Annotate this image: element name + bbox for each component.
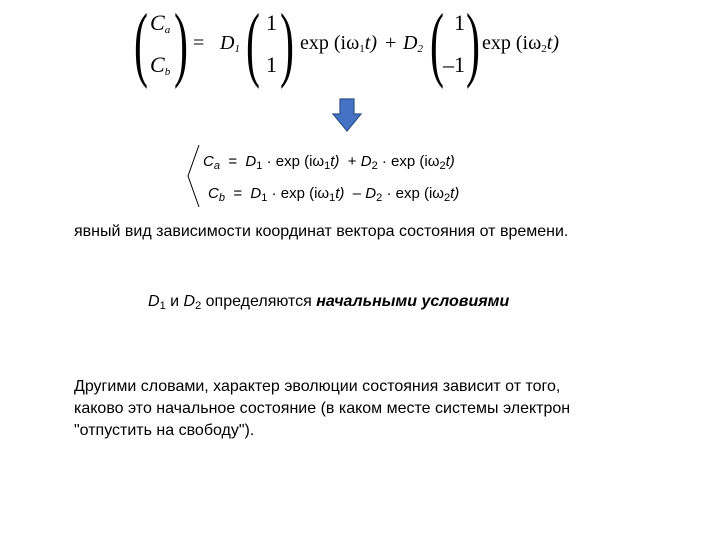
coef-d1: $D_1$ xyxy=(220,32,240,55)
matrix-plus: + xyxy=(385,32,397,54)
system-brace-icon xyxy=(186,144,200,208)
matrix-equals: = xyxy=(193,32,205,54)
lhs-bottom-entry: $C_b$ xyxy=(150,52,171,78)
paragraph-line-2: каково это начальное состояние (в каком месте системы электрон xyxy=(74,400,571,417)
lhs-top-entry: $C_a$ xyxy=(150,10,171,36)
vec2-bottom-entry: –1 xyxy=(443,52,465,77)
paragraph-line-3: "отпустить на свободу"). xyxy=(74,422,255,439)
explicit-form-text: явный вид зависимости координат вектора состояния от времени. xyxy=(74,223,569,240)
system-line-2: $C_b = D_1 \cdot \exp (i\omega_1t) - D_2 \cdot \exp (i\omega_2t)$ xyxy=(208,185,460,204)
down-arrow-icon xyxy=(332,98,362,132)
initial-conditions-emphasis: начальными условиями xyxy=(316,293,510,310)
vec1-right-bracket: ) xyxy=(280,0,294,90)
explanation-paragraph xyxy=(74,376,570,442)
exp2-term: $\exp (i\omega_2t)$ xyxy=(482,32,559,55)
lhs-left-bracket: ( xyxy=(134,0,148,90)
vec1-bottom-entry: 1 xyxy=(266,52,277,77)
vec1-left-bracket: ( xyxy=(246,0,260,90)
paragraph-line-1: Другими словами, характер эволюции состояния зависит от того, xyxy=(74,378,561,395)
system-line-1: $C_a = D_1 \cdot \exp (i\omega_1t) + D_2 \cdot \exp (i\omega_2t)$ xyxy=(203,153,455,172)
exp1-term: $\exp (i\omega_1t)$ xyxy=(300,32,377,55)
lhs-right-bracket: ) xyxy=(174,0,188,90)
vec1-top-entry: 1 xyxy=(266,10,277,35)
vec2-left-bracket: ( xyxy=(430,0,444,90)
vec2-right-bracket: ) xyxy=(466,0,480,90)
coef-d2: $D_2$ xyxy=(403,32,423,55)
vec2-top-entry: 1 xyxy=(454,10,465,35)
initial-conditions-text: $D_1$ и $D_2$ определяются начальными условиями xyxy=(148,293,510,312)
